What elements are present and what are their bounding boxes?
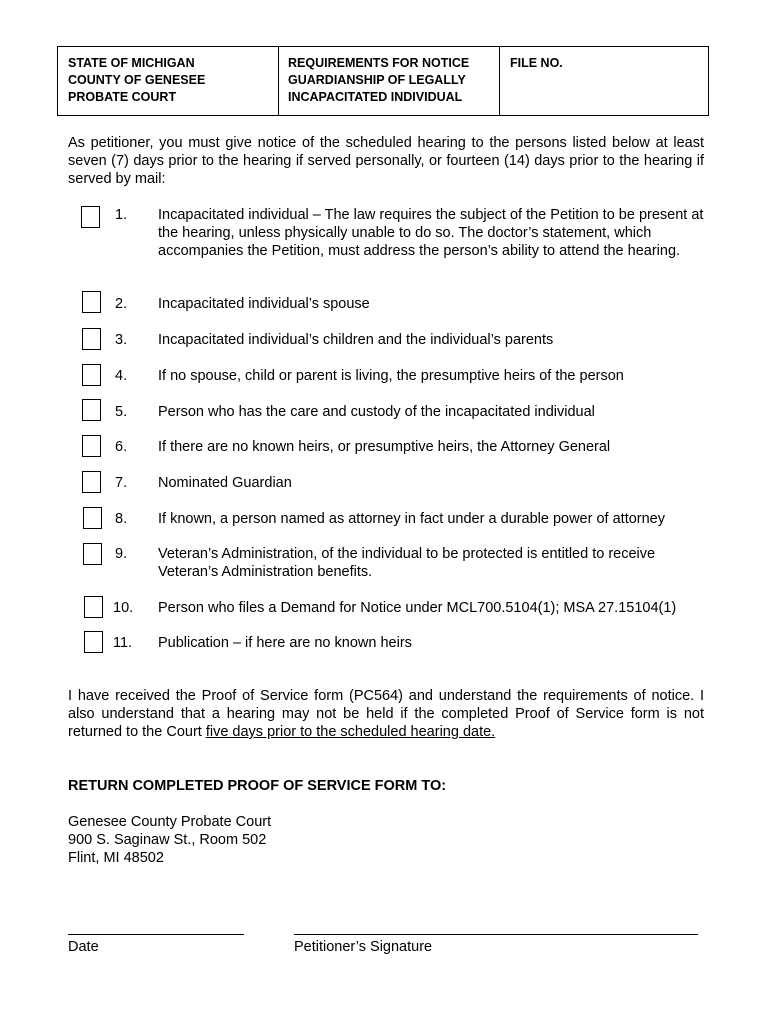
court-address — [68, 813, 271, 867]
form-title-line-3: INCAPACITATED INDIVIDUAL — [288, 90, 463, 104]
court-line-1: STATE OF MICHIGAN — [68, 56, 195, 70]
date-line[interactable] — [68, 934, 244, 935]
checkbox[interactable] — [83, 543, 102, 565]
address-line-1: Genesee County Probate Court — [68, 814, 272, 830]
form-title-line-2: GUARDIANSHIP OF LEGALLY — [288, 73, 466, 87]
item-text: Nominated Guardian — [158, 475, 292, 491]
date-label: Date — [68, 939, 99, 955]
checkbox[interactable] — [82, 364, 101, 386]
checkbox[interactable] — [82, 471, 101, 493]
item-text: Incapacitated individual – The law requires the subject of the Petition to be present at the hearing, unless physically unable to do so. The doctor’s statement, which accompanies the Petition, must address the person’s ability to attend the hearing. — [158, 207, 704, 259]
checkbox[interactable] — [82, 399, 101, 421]
acknowledgement-text: I have received the Proof of Service form (PC564) and understand the requirements of notice. I also understand that a hearing may not be held if the completed Proof of Service form is not returned to the Court — [68, 688, 704, 740]
checkbox[interactable] — [84, 631, 103, 653]
file-number-label: FILE NO. — [510, 56, 563, 70]
checkbox[interactable] — [83, 507, 102, 529]
item-text: Publication – if here are no known heirs — [158, 635, 412, 651]
item-text: If no spouse, child or parent is living, the presumptive heirs of the person — [158, 368, 624, 384]
form-title-line-1: REQUIREMENTS FOR NOTICE — [288, 56, 470, 70]
checkbox[interactable] — [82, 291, 101, 313]
checkbox[interactable] — [84, 596, 103, 618]
item-number: 3. — [115, 332, 128, 348]
item-number: 11. — [113, 635, 133, 651]
checkbox[interactable] — [81, 206, 100, 228]
item-text: If known, a person named as attorney in fact under a durable power of attorney — [158, 511, 665, 527]
item-number: 7. — [115, 475, 128, 491]
checkbox[interactable] — [82, 328, 101, 350]
intro-paragraph: As petitioner, you must give notice of the scheduled hearing to the persons listed below at least seven (7) days prior to the hearing if served personally, or fourteen (14) days prior to the hearing if served by mail: — [68, 135, 704, 187]
court-line-3: PROBATE COURT — [68, 90, 177, 104]
item-number: 10. — [113, 600, 134, 616]
item-number: 1. — [115, 207, 128, 223]
item-text: Incapacitated individual’s children and the individual’s parents — [158, 332, 554, 348]
address-line-2: 900 S. Saginaw St., Room 502 — [68, 832, 267, 848]
deadline-text: five days prior to the scheduled hearing date. — [205, 724, 496, 740]
acknowledgement-paragraph — [68, 687, 704, 741]
item-text: Incapacitated individual’s spouse — [158, 296, 370, 312]
address-line-3: Flint, MI 48502 — [68, 850, 164, 866]
item-text: Person who has the care and custody of the incapacitated individual — [158, 404, 595, 420]
return-heading: RETURN COMPLETED PROOF OF SERVICE FORM TO: — [68, 778, 447, 794]
item-number: 4. — [115, 368, 128, 384]
item-text: If there are no known heirs, or presumptive heirs, the Attorney General — [158, 439, 611, 455]
item-number: 8. — [115, 511, 128, 527]
signature-label: Petitioner’s Signature — [294, 939, 433, 955]
form-title-cell — [279, 47, 500, 115]
item-number: 6. — [115, 439, 128, 455]
item-number: 2. — [115, 296, 128, 312]
item-number: 5. — [115, 404, 128, 420]
header-table — [57, 46, 709, 116]
item-number: 9. — [115, 546, 128, 562]
checkbox[interactable] — [82, 435, 101, 457]
item-text: Veteran’s Administration, of the individual to be protected is entitled to receive Veteran’s Administration benefits. — [158, 546, 656, 580]
item-text: Person who files a Demand for Notice under MCL700.5104(1); MSA 27.15104(1) — [158, 600, 677, 616]
file-number-cell[interactable] — [500, 47, 708, 115]
signature-line[interactable] — [294, 934, 698, 935]
court-name-cell — [58, 47, 279, 115]
court-line-2: COUNTY OF GENESEE — [68, 73, 206, 87]
